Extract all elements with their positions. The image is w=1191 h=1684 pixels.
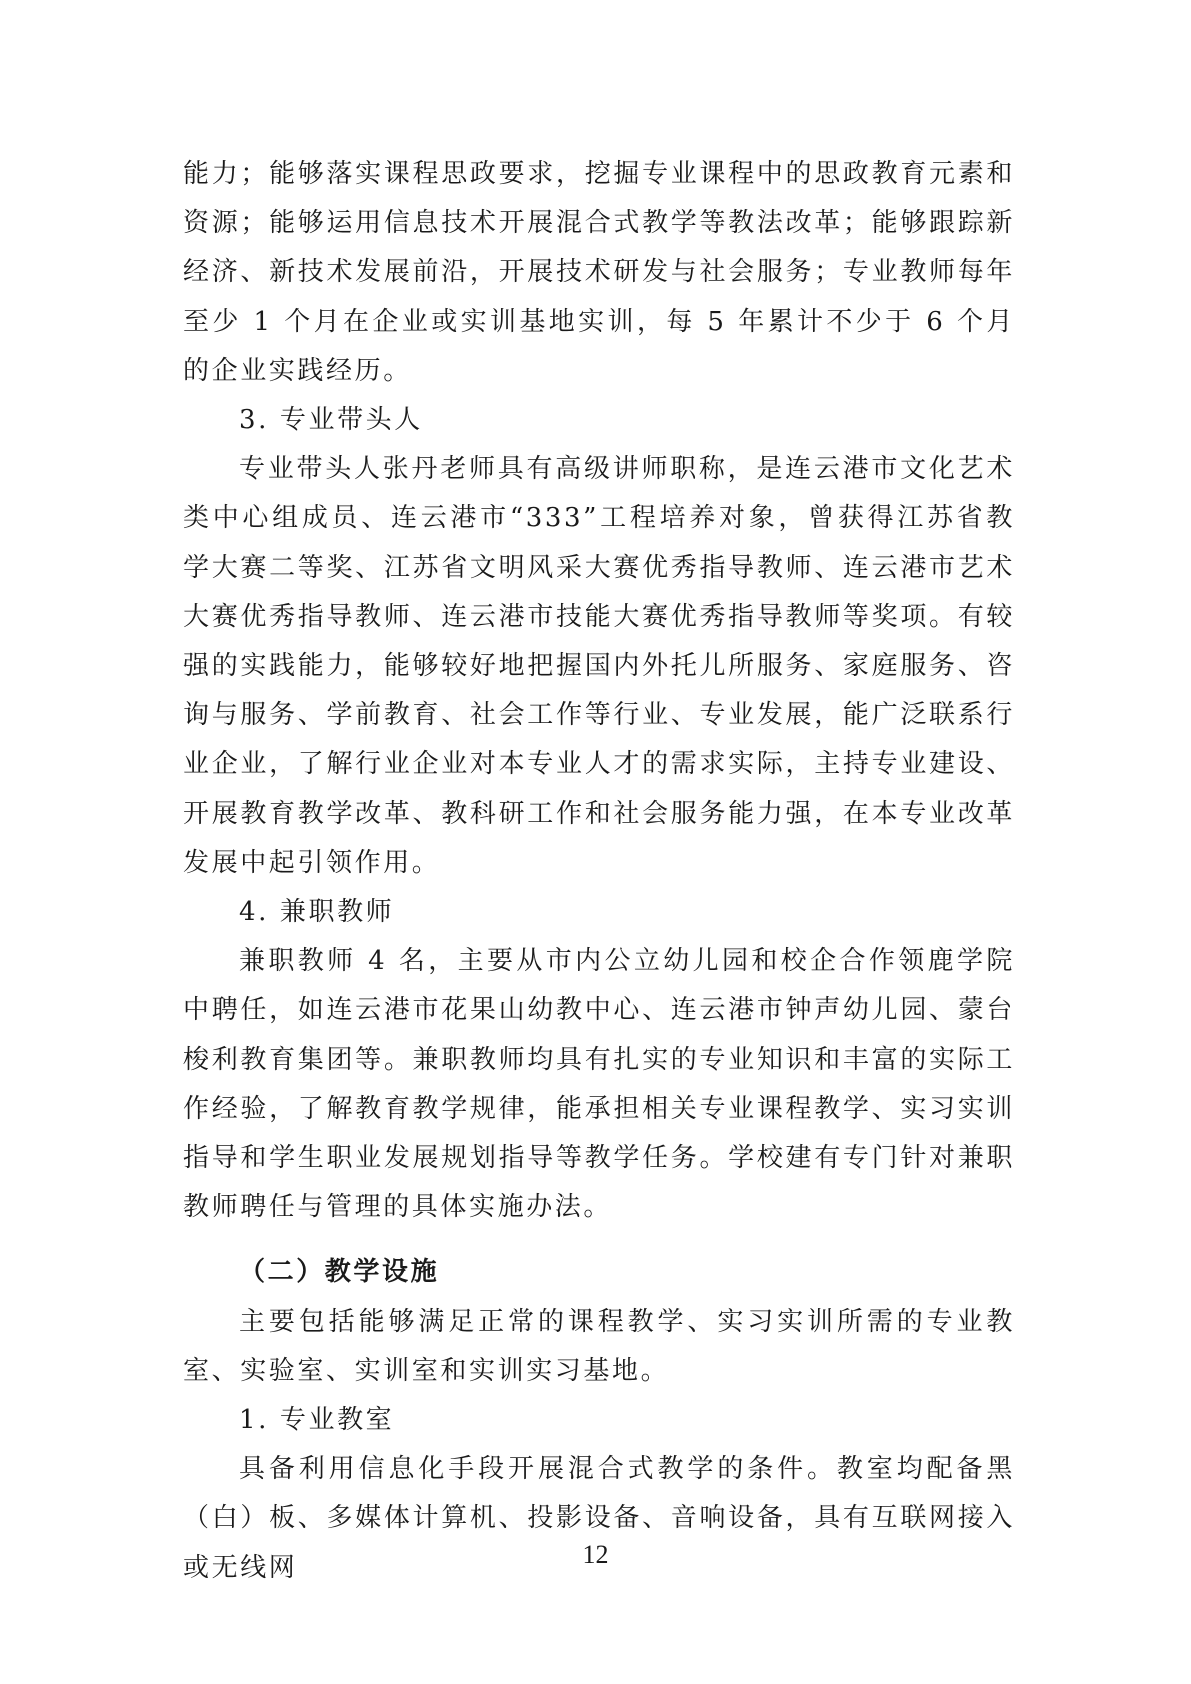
paragraph-program-leader: 专业带头人张丹老师具有高级讲师职称，是连云港市文化艺术类中心组成员、连云港市“333”工程培养对象，曾获得江苏省教学大赛二等奖、江苏省文明风采大赛优秀指导教师、连云港市艺术大赛优秀指导教师、连云港市技能大赛优秀指导教师等奖项。有较强的实践能力，能够较好地把握国内外托儿所服务、家庭服务、咨询与服务、学前教育、社会工作等行业、专业发展，能广泛联系行业企业，了解行业企业对本专业人才的需求实际，主持专业建设、开展教育教学改革、教科研工作和社会服务能力强，在本专业改革发展中起引领作用。 <box>183 454 1015 878</box>
paragraph-teacher-abilities: 能力；能够落实课程思政要求，挖掘专业课程中的思政教育元素和资源；能够运用信息技术开展混合式教学等教法改革；能够跟踪新经济、新技术发展前沿，开展技术研发与社会服务；专业教师每年至少 1 个月在企业或实训基地实训，每 5 年累计不少于 6 个月的企业实践经历。 <box>183 159 1015 386</box>
paragraph-facilities-intro: 主要包括能够满足正常的课程教学、实习实训所需的专业教室、实验室、实训室和实训实习基地。 <box>183 1306 1015 1386</box>
paragraph-classrooms: 具备利用信息化手段开展混合式教学的条件。教室均配备黑（白）板、多媒体计算机、投影设备、音响设备，具有互联网接入或无线网 <box>183 1454 1015 1583</box>
section-heading-teaching-facilities: （二）教学设施 <box>239 1257 440 1288</box>
paragraph-part-time-teachers: 兼职教师 4 名，主要从市内公立幼儿园和校企合作领鹿学院中聘任，如连云港市花果山幼教中心、连云港市钟声幼儿园、蒙台梭利教育集团等。兼职教师均具有扎实的专业知识和丰富的实际工作经验，了解教育教学规律，能承担相关专业课程教学、实习实训指导和学生职业发展规划指导等教学任务。学校建有专门针对兼职教师聘任与管理的具体实施办法。 <box>183 946 1015 1223</box>
subheading-part-time-teachers: 4. 兼职教师 <box>239 897 395 928</box>
subheading-classrooms: 1. 专业教室 <box>239 1405 395 1436</box>
document-body <box>183 150 1015 1593</box>
page-number: 12 <box>582 1540 609 1569</box>
subheading-program-leader: 3. 专业带头人 <box>239 405 423 436</box>
